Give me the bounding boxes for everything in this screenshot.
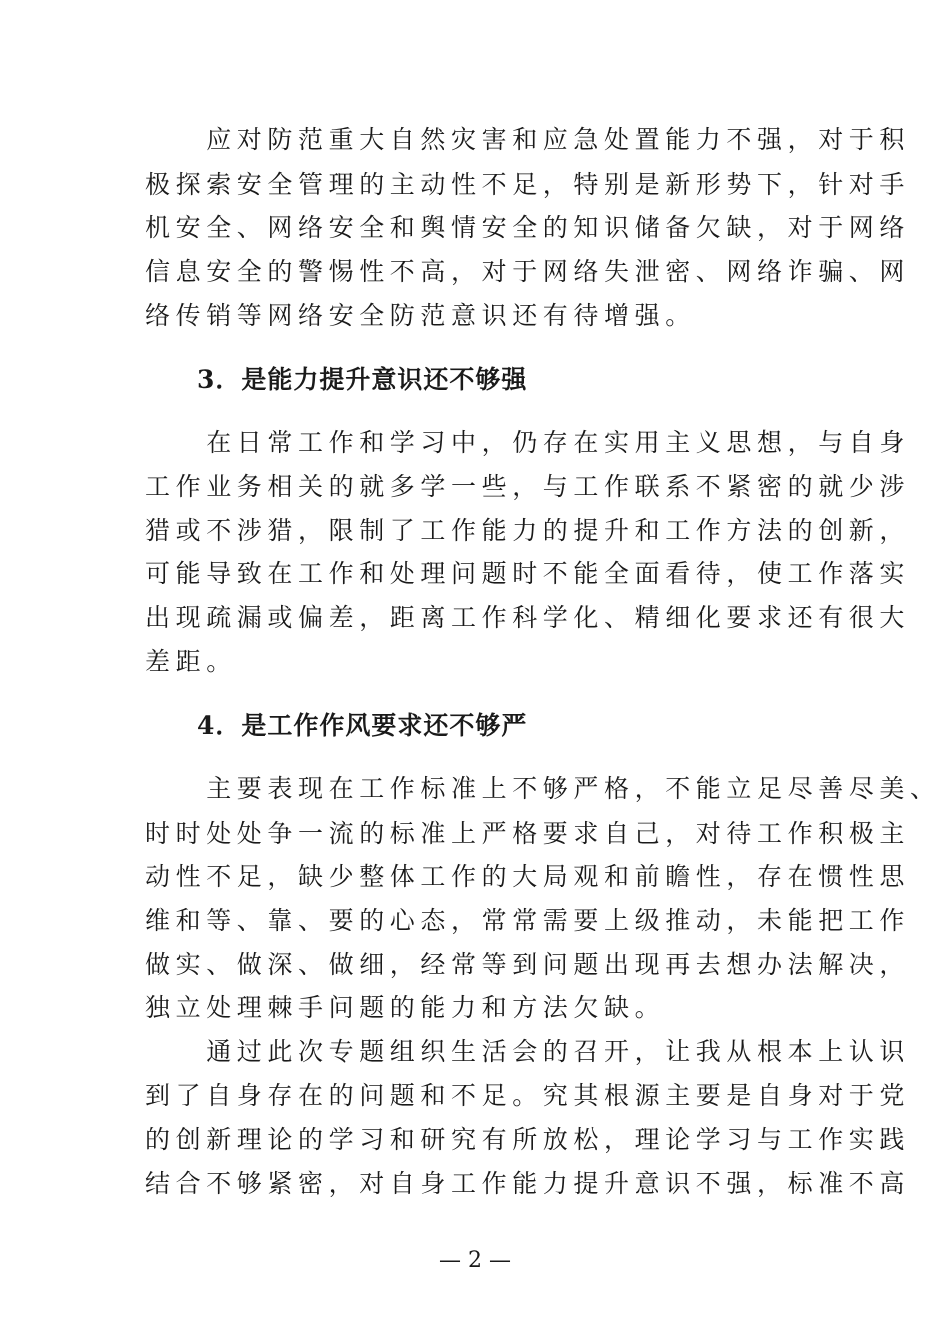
paragraph-4-line-2: 到了自身存在的问题和不足。究其根源主要是自身对于党 <box>145 1081 911 1110</box>
paragraph-2-line-4: 可能导致在工作和处理问题时不能全面看待，使工作落实 <box>145 559 911 588</box>
paragraph-3-line-2: 时时处处争一流的标准上严格要求自己，对待工作积极主 <box>145 819 911 848</box>
paragraph-4-line-1: 通过此次专题组织生活会的召开，让我从根本上认识 <box>145 1037 911 1066</box>
paragraph-1-line-4: 信息安全的警惕性不高，对于网络失泄密、网络诈骗、网 <box>145 257 911 286</box>
section-heading-3: 3．是能力提升意识还不够强 <box>145 365 528 394</box>
paragraph-1-line-2: 极探索安全管理的主动性不足，特别是新形势下，针对手 <box>145 170 911 199</box>
paragraph-3-line-5: 做实、做深、做细，经常等到问题出现再去想办法解决， <box>145 950 911 979</box>
paragraph-3-line-4: 维和等、靠、要的心态，常常需要上级推动，未能把工作 <box>145 906 911 935</box>
page-number: — 2 — <box>439 1248 511 1273</box>
paragraph-1-line-5: 络传销等网络安全防范意识还有待增强。 <box>145 301 696 330</box>
paragraph-2-line-1: 在日常工作和学习中，仍存在实用主义思想，与自身 <box>145 428 911 457</box>
paragraph-1-line-1: 应对防范重大自然灾害和应急处置能力不强，对于积 <box>145 125 911 154</box>
paragraph-3-line-1: 主要表现在工作标准上不够严格，不能立足尽善尽美、 <box>145 774 941 803</box>
section-heading-4: 4．是工作作风要求还不够严 <box>145 711 528 740</box>
paragraph-3-line-6: 独立处理棘手问题的能力和方法欠缺。 <box>145 993 666 1022</box>
paragraph-4-line-3: 的创新理论的学习和研究有所放松，理论学习与工作实践 <box>145 1125 911 1154</box>
paragraph-4-line-4: 结合不够紧密，对自身工作能力提升意识不强，标准不高 <box>145 1169 911 1198</box>
paragraph-1-line-3: 机安全、网络安全和舆情安全的知识储备欠缺，对于网络 <box>145 213 911 242</box>
paragraph-3-line-3: 动性不足，缺少整体工作的大局观和前瞻性，存在惯性思 <box>145 862 911 891</box>
paragraph-2-line-3: 猎或不涉猎，限制了工作能力的提升和工作方法的创新， <box>145 516 911 545</box>
paragraph-2-line-5: 出现疏漏或偏差，距离工作科学化、精细化要求还有很大 <box>145 603 911 632</box>
paragraph-2-line-2: 工作业务相关的就多学一些，与工作联系不紧密的就少涉 <box>145 472 911 501</box>
paragraph-2-line-6: 差距。 <box>145 647 237 676</box>
